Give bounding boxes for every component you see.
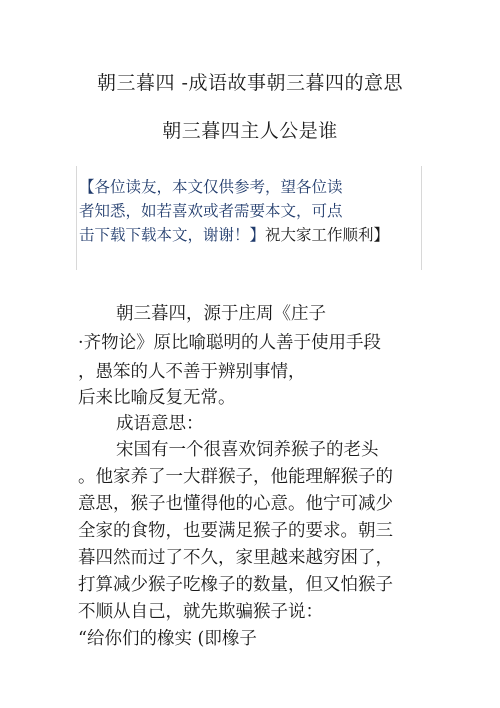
disclaimer-line-1: 【各位读友，本文仅供参考，望各位读 (79, 178, 343, 196)
body-line-9: 全家的食物，也要满足猴子的要求。朝三 (78, 521, 393, 541)
body-line-2: ·齐物论》原比喻聪明的人善于使用手段 (78, 333, 382, 353)
body-line-5: 成语意思： (116, 414, 204, 434)
body-line-3: ，愚笨的人不善于辨别事情， (78, 362, 306, 382)
disclaimer-line-3-blue: 击下载下载本文，谢谢！】 (79, 226, 266, 244)
disclaimer-line-3 (79, 223, 389, 245)
body-line-6: 宋国有一个很喜欢饲养猴子的老头 (116, 440, 379, 460)
disclaimer-line-3-dark: 祝大家工作顺利】 (265, 226, 390, 244)
body-line-4: 后来比喻反复无常。 (78, 388, 236, 408)
page-subtitle: 朝三暮四主人公是谁 (162, 120, 338, 142)
body-line-13: “给你们的橡实 (即橡子 (78, 629, 257, 649)
body-line-1: 朝三暮四，源于庄周《庄子 (116, 304, 326, 324)
body-line-10: 暮四然而过了不久，家里越来越穷困了， (78, 548, 393, 568)
disclaimer-line-2: 者知悉，如若喜欢或者需要本文，可点 (79, 202, 343, 220)
body-line-8: 意思，猴子也懂得他的心意。他宁可减少 (78, 494, 393, 514)
disclaimer-box (76, 166, 422, 270)
body-line-11: 打算减少猴子吃橡子的数量，但又怕猴子 (78, 575, 393, 595)
body-line-7: 。他家养了一大群猴子，他能理解猴子的 (78, 467, 393, 487)
page-title: 朝三暮四 -成语故事朝三暮四的意思 (97, 72, 403, 94)
body-line-12: 不顺从自己，就先欺骗猴子说： (78, 602, 323, 622)
